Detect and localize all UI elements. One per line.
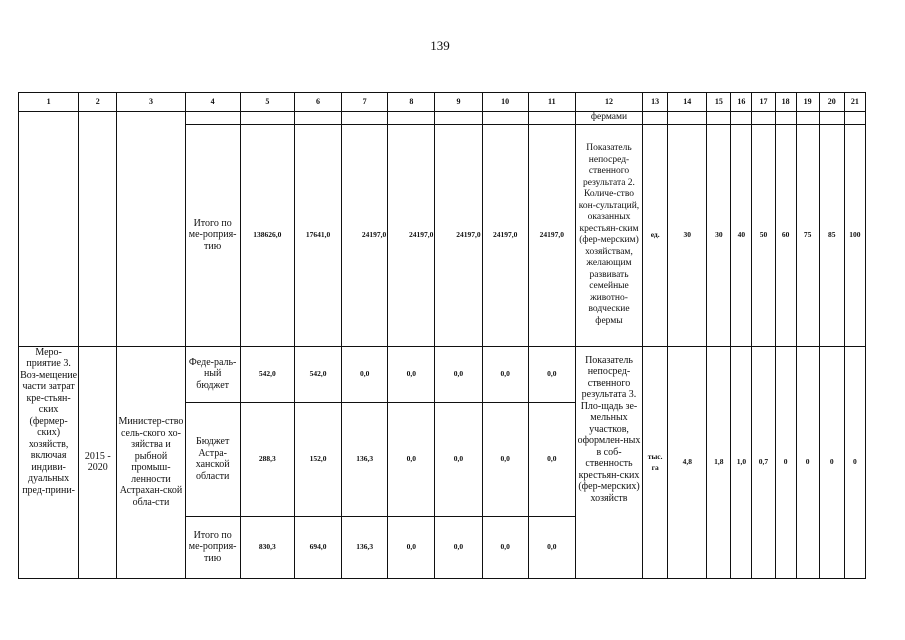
column-number: 12 [575, 93, 642, 112]
empty-cell [528, 112, 575, 125]
target-value: 75 [796, 124, 819, 346]
column-number: 15 [707, 93, 731, 112]
measure-title: Меро-приятие 3. Воз-мещение части затрат кре-стьян-ских (фермер-ских) хозяйств, включая индиви-дуальных пред-прини- [19, 346, 79, 578]
target-value: 0 [844, 346, 865, 578]
column-number: 17 [752, 93, 775, 112]
column-number: 20 [819, 93, 844, 112]
continuation-row [19, 112, 866, 125]
column-number: 19 [796, 93, 819, 112]
funding-source: Итого по ме-роприя-тию [185, 124, 240, 346]
amount-2019: 0,0 [482, 346, 528, 402]
amount-2017: 0,0 [388, 402, 435, 516]
period: 2015 - 2020 [79, 346, 117, 578]
column-number: 3 [117, 93, 185, 112]
column-number: 1 [19, 93, 79, 112]
target-value: 0 [796, 346, 819, 578]
unit: ед. [643, 124, 668, 346]
empty-cell [294, 112, 341, 125]
column-number: 13 [643, 93, 668, 112]
funding-source: Итого по ме-роприя-тию [185, 516, 240, 578]
empty-cell [185, 112, 240, 125]
amount-2016: 136,3 [342, 402, 388, 516]
column-number: 18 [775, 93, 796, 112]
column-number: 2 [79, 93, 117, 112]
target-value: 40 [731, 124, 752, 346]
indicator-text: Показатель непосред-ственного результата 3. Пло-щадь зе-мельных участков, оформлен-ных в соб-ственность крестьян-ских (фер-мерских) хозяйств [575, 346, 642, 578]
funding-source: Феде-раль-ный бюджет [185, 346, 240, 402]
column-number-row [19, 93, 866, 112]
column-number: 4 [185, 93, 240, 112]
empty-cell [435, 112, 482, 125]
target-value: 4,8 [668, 346, 707, 578]
program-table [18, 92, 866, 579]
empty-cell [844, 112, 865, 125]
amount-2015: 694,0 [294, 516, 341, 578]
empty-cell [482, 112, 528, 125]
target-value: 50 [752, 124, 775, 346]
amount-2019: 0,0 [482, 402, 528, 516]
amount-2015: 17641,0 [294, 124, 341, 346]
target-value: 30 [707, 124, 731, 346]
amount-total: 542,0 [240, 346, 294, 402]
page-number: 139 [430, 38, 450, 53]
funding-source: Бюджет Астра-ханской области [185, 402, 240, 516]
column-number: 7 [342, 93, 388, 112]
column-number: 21 [844, 93, 865, 112]
column-number: 10 [482, 93, 528, 112]
empty-cell [819, 112, 844, 125]
amount-2020: 0,0 [528, 346, 575, 402]
column-number: 9 [435, 93, 482, 112]
amount-2020: 24197,0 [528, 124, 575, 346]
amount-2020: 0,0 [528, 402, 575, 516]
amount-2016: 136,3 [342, 516, 388, 578]
amount-2016: 0,0 [342, 346, 388, 402]
target-value: 0,7 [752, 346, 775, 578]
target-value: 30 [668, 124, 707, 346]
amount-2018: 0,0 [435, 346, 482, 402]
target-value: 60 [775, 124, 796, 346]
column-number: 6 [294, 93, 341, 112]
target-value: 0 [775, 346, 796, 578]
indicator-text: Показатель непосред-ственного результата 2. Количе-ство кон-сультаций, оказанных крестьян-ским (фер-мерским) хозяйствам, желающим развивать семейные животно-водческие фермы [575, 124, 642, 346]
target-value: 1,8 [707, 346, 731, 578]
target-value: 0 [819, 346, 844, 578]
amount-2017: 24197,0 [388, 124, 435, 346]
amount-total: 138626,0 [240, 124, 294, 346]
empty-cell [752, 112, 775, 125]
measure-cell-continued [19, 112, 79, 347]
target-value: 85 [819, 124, 844, 346]
empty-cell [707, 112, 731, 125]
column-number: 14 [668, 93, 707, 112]
target-value: 1,0 [731, 346, 752, 578]
empty-cell [668, 112, 707, 125]
amount-2017: 0,0 [388, 516, 435, 578]
column-number: 8 [388, 93, 435, 112]
column-number: 5 [240, 93, 294, 112]
empty-cell [240, 112, 294, 125]
unit: тыс. га [643, 346, 668, 578]
amount-2020: 0,0 [528, 516, 575, 578]
empty-cell [388, 112, 435, 125]
amount-2017: 0,0 [388, 346, 435, 402]
indicator-continuation: фермами [575, 112, 642, 125]
column-number: 11 [528, 93, 575, 112]
table-row-federal [19, 346, 866, 402]
amount-2018: 24197,0 [435, 124, 482, 346]
period-cell-continued [79, 112, 117, 347]
amount-2018: 0,0 [435, 516, 482, 578]
empty-cell [731, 112, 752, 125]
amount-2015: 152,0 [294, 402, 341, 516]
amount-total: 830,3 [240, 516, 294, 578]
executor-cell-continued [117, 112, 185, 347]
amount-total: 288,3 [240, 402, 294, 516]
column-number: 16 [731, 93, 752, 112]
empty-cell [775, 112, 796, 125]
executor: Министер-ство сель-ского хо-зяйства и рыбной промыш-ленности Астрахан-ской обла-сти [117, 346, 185, 578]
amount-2019: 0,0 [482, 516, 528, 578]
amount-2019: 24197,0 [482, 124, 528, 346]
empty-cell [796, 112, 819, 125]
target-value: 100 [844, 124, 865, 346]
empty-cell [342, 112, 388, 125]
empty-cell [643, 112, 668, 125]
amount-2016: 24197,0 [342, 124, 388, 346]
amount-2018: 0,0 [435, 402, 482, 516]
amount-2015: 542,0 [294, 346, 341, 402]
